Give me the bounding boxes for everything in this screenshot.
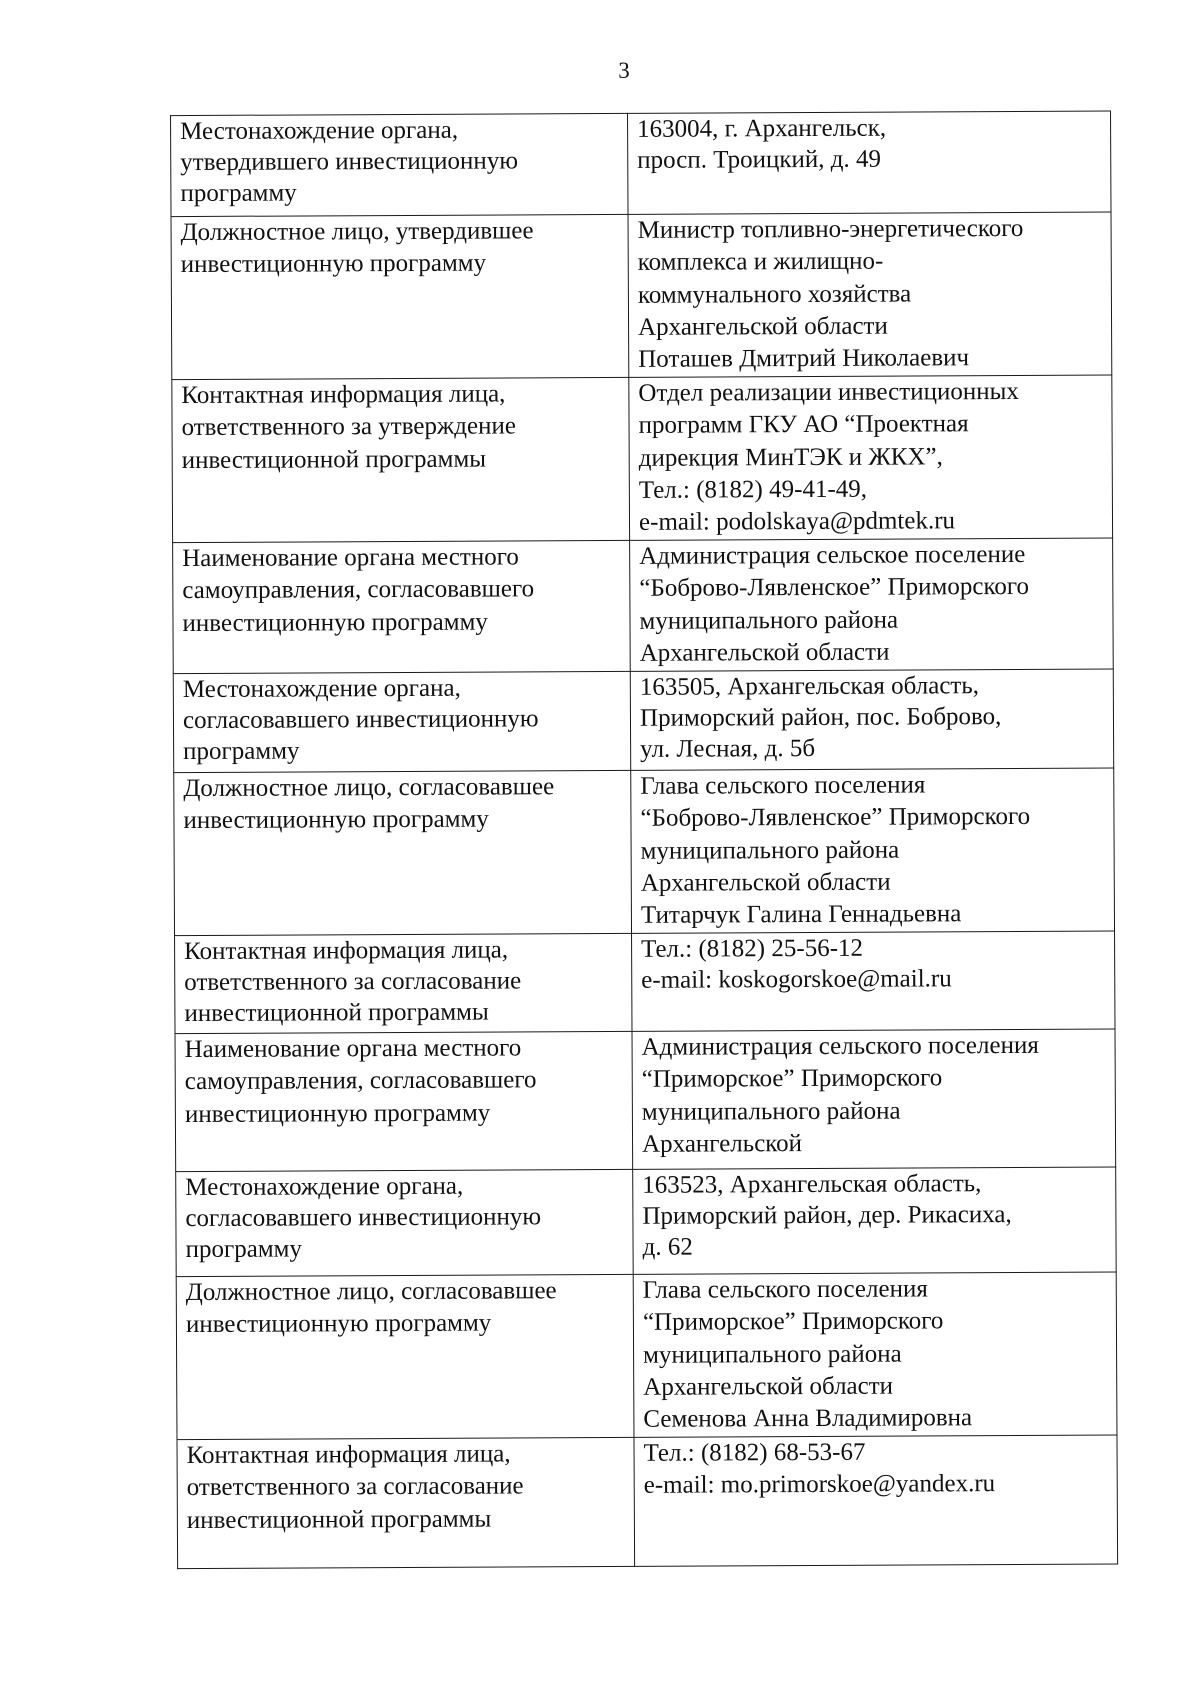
table-row xyxy=(176,1272,1117,1440)
table-row xyxy=(171,111,1111,217)
table-row xyxy=(171,212,1112,380)
investment-program-info-table xyxy=(170,111,1118,1570)
row-label: Местонахождение органа, согласовавшего инвестиционную программу xyxy=(176,1169,634,1276)
row-value: 163505, Архангельская область, Приморский район, пос. Боброво, ул. Лесная, д. 5б xyxy=(630,669,1113,770)
row-label: Контактная информация лица, ответственного за согласование инвестиционной программы xyxy=(177,1437,635,1568)
table-row xyxy=(174,768,1115,936)
row-value: Отдел реализации инвестиционных программ ГКУ АО “Проектная дирекция МинТЭК и ЖКХ”, Тел.: (8182) 49-41-49, e-mail: podolskaya@pdmtek.ru xyxy=(629,375,1113,540)
row-label: Должностное лицо, согласовавшее инвестиционную программу xyxy=(174,770,632,935)
row-value: 163523, Архангельская область, Приморский район, дер. Рикасиха, д. 62 xyxy=(633,1167,1117,1274)
table-row xyxy=(176,1167,1117,1277)
table-row xyxy=(173,669,1113,773)
page-number: 3 xyxy=(618,58,630,83)
table-row xyxy=(175,931,1115,1034)
row-value: Тел.: (8182) 68-53-67 e-mail: mo.primorskoe@yandex.ru xyxy=(634,1435,1118,1566)
row-value: Глава сельского поселения “Боброво-Лявленское” Приморского муниципального района Архангельской области Титарчук Галина Геннадьевна xyxy=(631,768,1115,933)
row-value: Администрация сельского поселения “Приморское” Приморского муниципального района Архангельской xyxy=(632,1029,1116,1169)
row-value: Глава сельского поселения “Приморское” Приморского муниципального района Архангельской области Семенова Анна Владимировна xyxy=(633,1272,1117,1437)
table-row xyxy=(177,1435,1118,1569)
row-label: Контактная информация лица, ответственного за утверждение инвестиционной программы xyxy=(172,377,630,542)
row-label: Местонахождение органа, согласовавшего инвестиционную программу xyxy=(173,671,630,772)
row-value: Министр топливно-энергетического комплекса и жилищно- коммунального хозяйства Архангельской области Поташев Дмитрий Николаевич xyxy=(628,212,1112,377)
row-label: Наименование органа местного самоуправления, согласовавшего инвестиционную программу xyxy=(173,540,631,673)
table-row xyxy=(175,1029,1116,1172)
row-value: 163004, г. Архангельск, просп. Троицкий, д. 49 xyxy=(628,111,1111,214)
row-value: Администрация сельское поселение “Боброво-Лявленское” Приморского муниципального района Архангельской области xyxy=(630,538,1114,671)
row-label: Должностное лицо, согласовавшее инвестиционную программу xyxy=(176,1274,634,1439)
row-label: Контактная информация лица, ответственного за согласование инвестиционной программы xyxy=(175,933,632,1033)
row-label: Наименование органа местного самоуправления, согласовавшего инвестиционную программу xyxy=(175,1031,633,1171)
table-row xyxy=(172,375,1113,543)
row-value: Тел.: (8182) 25-56-12 e-mail: koskogorskoe@mail.ru xyxy=(632,931,1115,1031)
table-row xyxy=(173,538,1114,674)
row-label: Должностное лицо, утвердившее инвестиционную программу xyxy=(171,214,629,379)
row-label: Местонахождение органа, утвердившего инвестиционную программу xyxy=(171,113,628,216)
